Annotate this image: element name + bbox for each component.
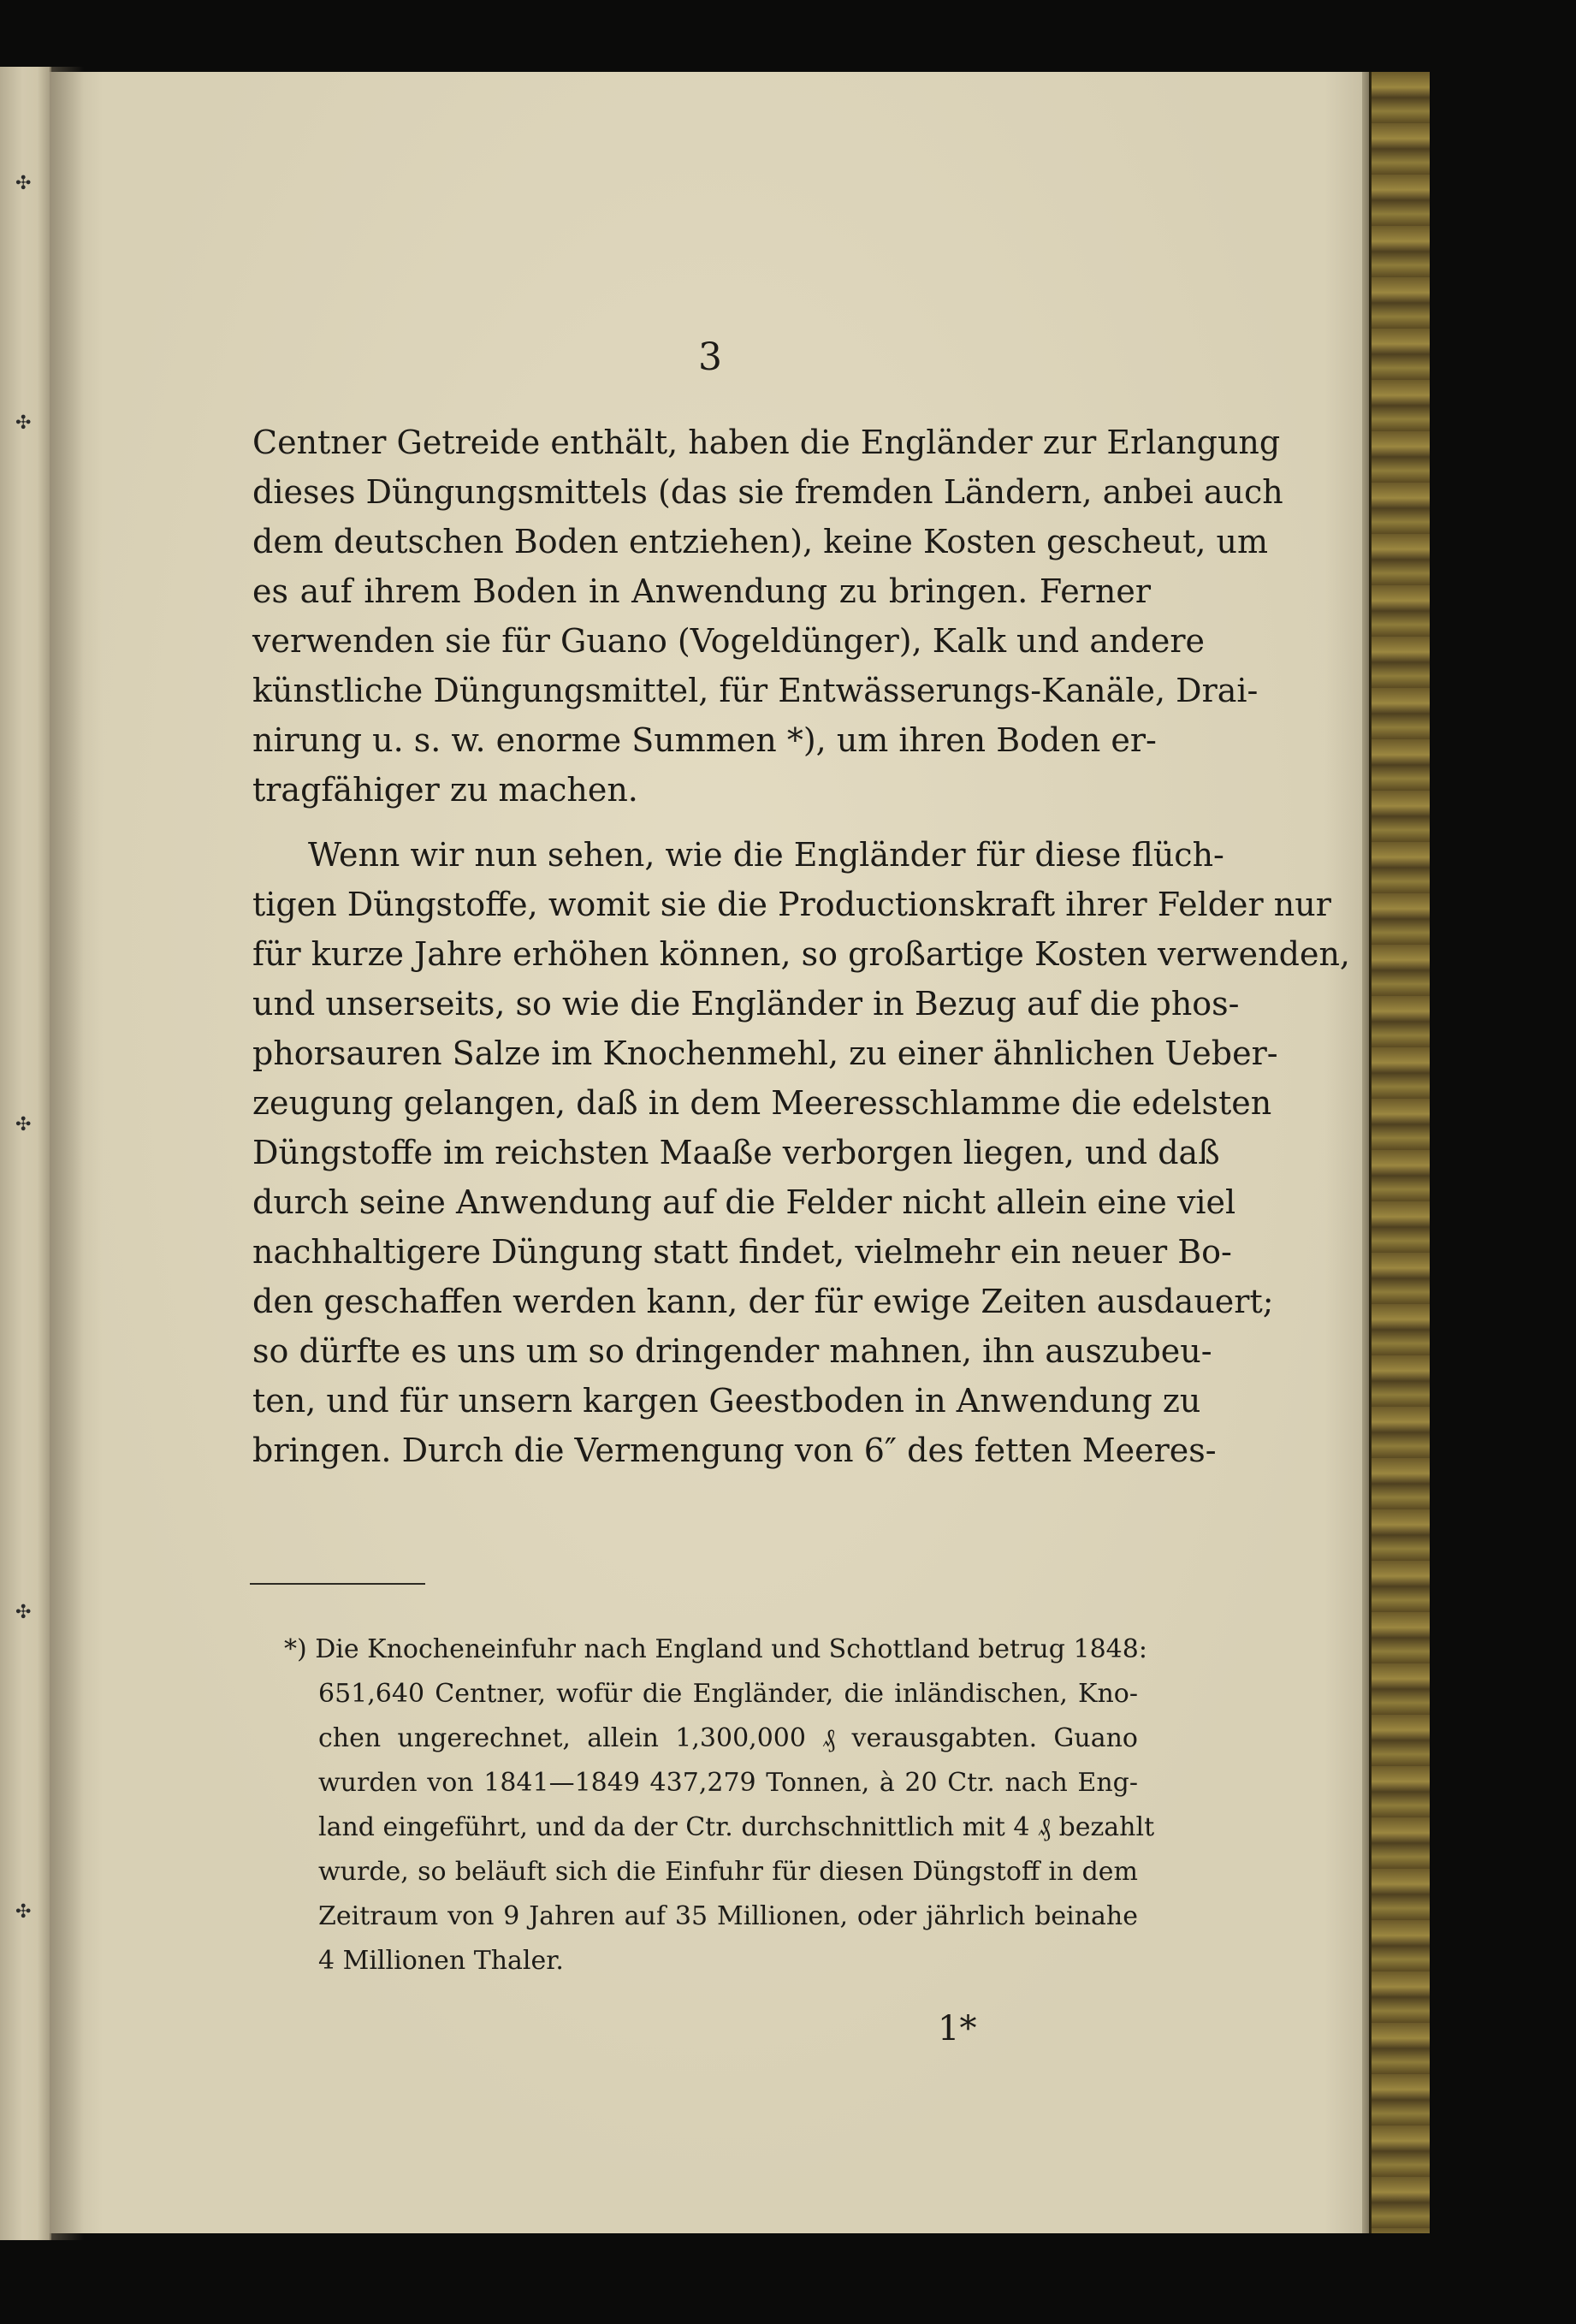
body-line: Düngstoffe im reichsten Maaße verborgen liegen, und daß bbox=[252, 1134, 1220, 1171]
previous-page-edge bbox=[0, 67, 51, 2240]
binding-stitch-icon: ✣ bbox=[15, 173, 32, 194]
body-line: tragfähiger zu machen. bbox=[252, 771, 638, 809]
body-line: tigen Düngstoffe, womit sie die Productionskraft ihrer Felder nur bbox=[252, 886, 1331, 923]
body-line: zeugung gelangen, daß in dem Meeresschlamme die edelsten bbox=[252, 1084, 1272, 1122]
footnote-line: 4 Millionen Thaler. bbox=[318, 1946, 564, 1976]
body-line: dem deutschen Boden entziehen), keine Kosten gescheut, um bbox=[252, 523, 1268, 560]
body-line: Centner Getreide enthält, haben die Engländer zur Erlangung bbox=[252, 424, 1281, 461]
footnote-line: chen ungerechnet, allein 1,300,000 ₰ verausgabten. Guano bbox=[318, 1723, 1138, 1753]
body-line: für kurze Jahre erhöhen können, so großartige Kosten verwenden, bbox=[252, 935, 1351, 973]
binding-stitch-icon: ✣ bbox=[15, 412, 32, 434]
body-line: phorsauren Salze im Knochenmehl, zu einer ähnlichen Ueber- bbox=[252, 1035, 1278, 1072]
footnote-line: *) Die Knocheneinfuhr nach England und Schottland betrug 1848: bbox=[284, 1634, 1147, 1664]
printer-signature-mark: 1* bbox=[938, 2009, 977, 2048]
body-line: nirung u. s. w. enorme Summen *), um ihren Boden er- bbox=[252, 721, 1157, 759]
footnote-divider bbox=[250, 1583, 425, 1585]
body-line: dieses Düngungsmittels (das sie fremden Ländern, anbei auch bbox=[252, 473, 1283, 511]
binding-stitch-icon: ✣ bbox=[15, 1602, 32, 1623]
body-line: nachhaltigere Düngung statt findet, vielmehr ein neuer Bo- bbox=[252, 1233, 1232, 1271]
body-line: den geschaffen werden kann, der für ewige Zeiten ausdauert; bbox=[252, 1283, 1274, 1320]
page-gutter-shadow bbox=[50, 67, 84, 2240]
binding-stitch-icon: ✣ bbox=[15, 1114, 32, 1135]
footnote-line: land eingeführt, und da der Ctr. durchschnittlich mit 4 ₰ bezahlt bbox=[318, 1812, 1155, 1842]
body-line: bringen. Durch die Vermengung von 6″ des fetten Meeres- bbox=[252, 1432, 1217, 1469]
body-line: und unserseits, so wie die Engländer in Bezug auf die phos- bbox=[252, 985, 1240, 1023]
body-line: Wenn wir nun sehen, wie die Engländer für diese flüch- bbox=[308, 836, 1224, 874]
body-line: so dürfte es uns um so dringender mahnen, ihn auszubeu- bbox=[252, 1332, 1212, 1370]
body-line: verwenden sie für Guano (Vogeldünger), Kalk und andere bbox=[252, 622, 1206, 660]
body-line: künstliche Düngungsmittel, für Entwässerungs-Kanäle, Drai- bbox=[252, 672, 1259, 709]
page-number: 3 bbox=[698, 335, 722, 379]
binding-stitch-icon: ✣ bbox=[15, 1901, 32, 1923]
footnote-line: wurden von 1841—1849 437,279 Tonnen, à 20 Ctr. nach Eng- bbox=[318, 1768, 1138, 1798]
body-line: ten, und für unsern kargen Geestboden in Anwendung zu bbox=[252, 1382, 1201, 1420]
footnote-line: wurde, so beläuft sich die Einfuhr für diesen Düngstoff in dem bbox=[318, 1857, 1138, 1887]
marbled-cover-edge bbox=[1369, 72, 1430, 2233]
footnote-line: Zeitraum von 9 Jahren auf 35 Millionen, oder jährlich beinahe bbox=[318, 1901, 1138, 1931]
body-line: es auf ihrem Boden in Anwendung zu bringen. Ferner bbox=[252, 572, 1151, 610]
body-line: durch seine Anwendung auf die Felder nicht allein eine viel bbox=[252, 1183, 1236, 1221]
footnote-line: 651,640 Centner, wofür die Engländer, die inländischen, Kno- bbox=[318, 1679, 1138, 1709]
